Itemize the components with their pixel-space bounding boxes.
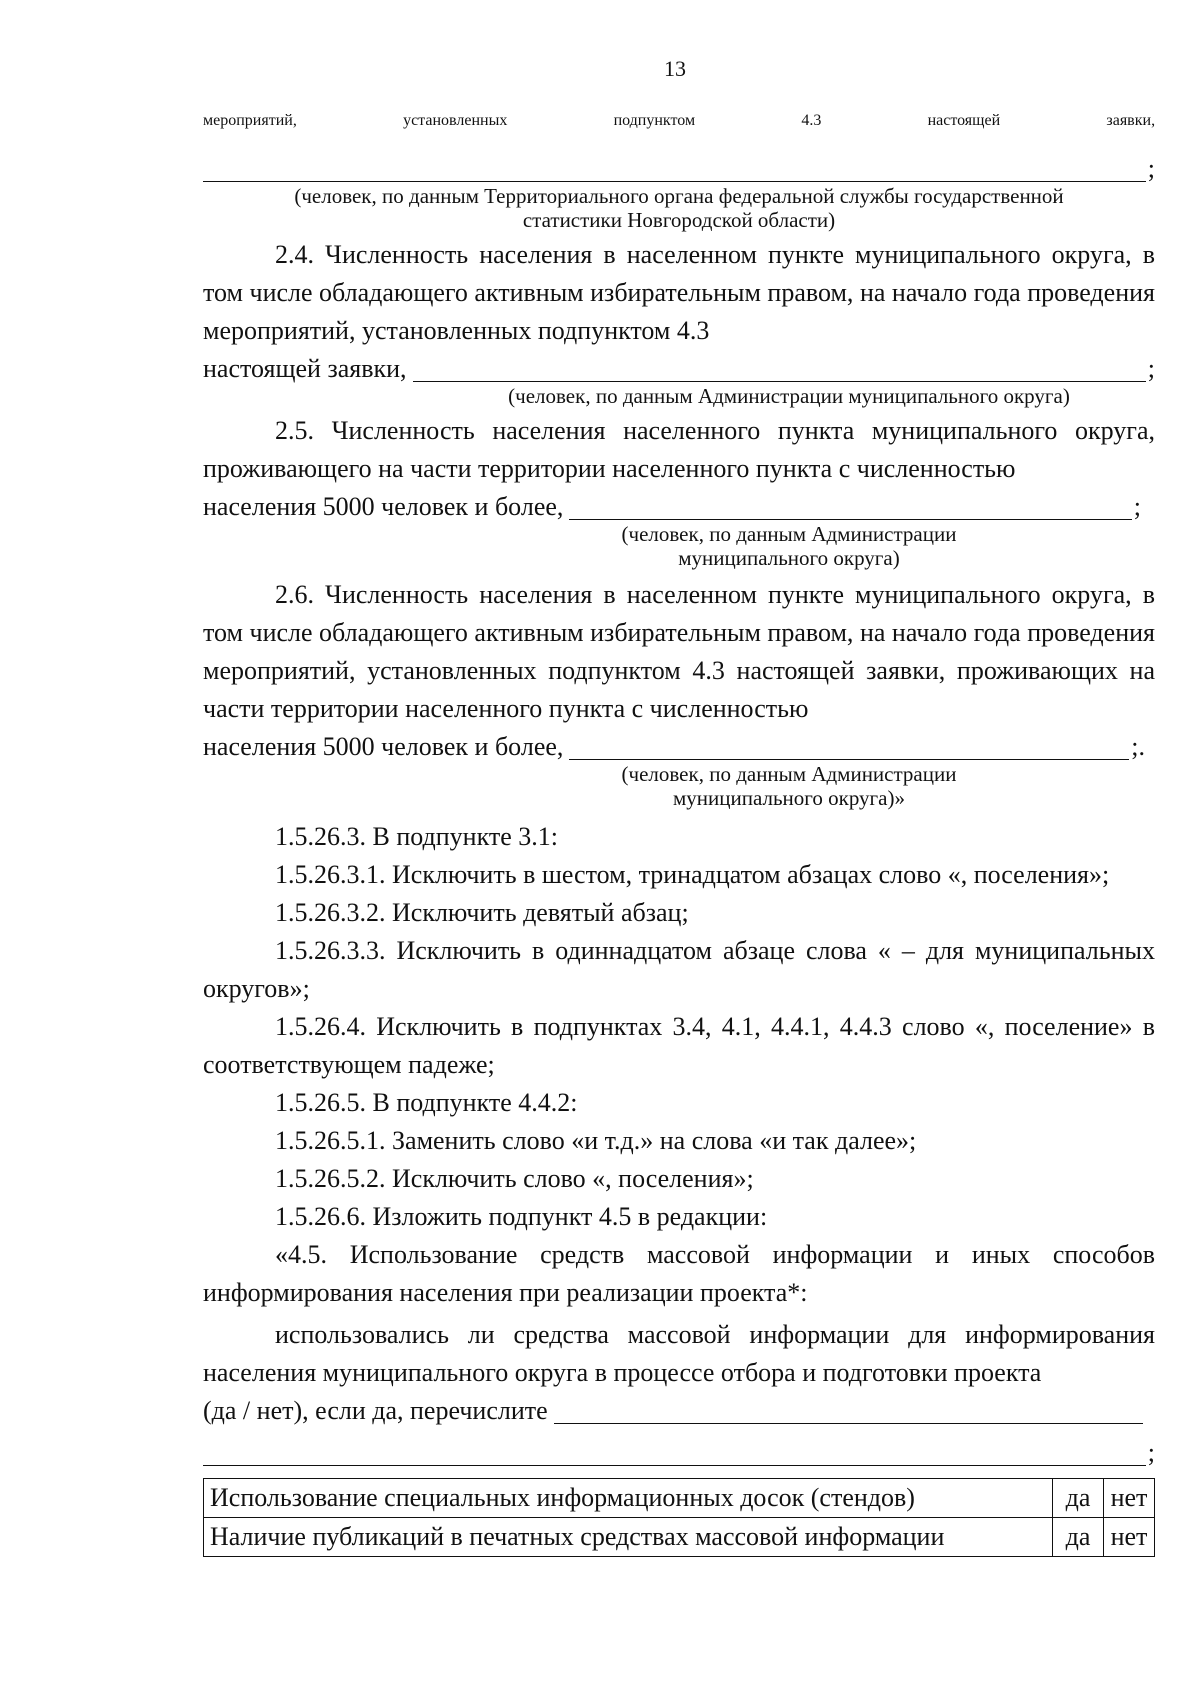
p24-note: (человек, по данным Администрации муниципального округа) (508, 384, 1070, 408)
media-list-blank-2 (203, 1437, 1146, 1466)
intro-word-4: 4.3 (801, 112, 822, 129)
paragraph-2-5: 2.5. Численность населения населенного пункта муниципального округа, проживающего на части территории населенного пункта с численностью (203, 416, 1155, 483)
intro-word-3: подпунктом (613, 112, 696, 129)
intro-word-6: заявки, (1106, 112, 1155, 129)
item-1-5-26-3-2: 1.5.26.3.2. Исключить девятый абзац; (275, 898, 689, 927)
p26-lead: населения 5000 человек и более, (203, 732, 564, 761)
table-cell-yes: да (1053, 1479, 1104, 1518)
p26-blank (569, 731, 1129, 760)
media-list-line-2 (203, 1434, 1155, 1472)
paragraph-2-6: 2.6. Численность населения в населенном пункте муниципального округа, в том числе обладающего активным избирательным правом, на начало года проведения мероприятий, установленных подпунктом 4.3 настоящей заявки, проживающих на части территории населенного пункта с численностью (203, 580, 1155, 723)
media-list-lead: (да / нет), если да, перечислите (203, 1396, 548, 1425)
intro-blank (203, 153, 1146, 182)
table-cell-label: Наличие публикаций в печатных средствах массовой информации (204, 1518, 1053, 1557)
paragraph-2-4: 2.4. Численность населения в населенном пункте муниципального округа, в том числе обладающего активным избирательным правом, на начало года проведения мероприятий, установленных подпунктом 4.3 (203, 240, 1155, 345)
intro-blank-line (203, 150, 1155, 188)
p26-note-line-2: муниципального округа)» (673, 786, 905, 810)
item-1-5-26-6: 1.5.26.6. Изложить подпункт 4.5 в редакции: (275, 1202, 768, 1231)
page-number: 13 (664, 56, 686, 81)
item-4-5: «4.5. Использование средств массовой информации и иных способов информирования населения при реализации проекта*: (203, 1240, 1155, 1307)
item-1-5-26-4: 1.5.26.4. Исключить в подпунктах 3.4, 4.1, 4.4.1, 4.4.3 слово «, поселение» в соответствующем падеже; (203, 1012, 1155, 1079)
table-cell-no: нет (1104, 1479, 1155, 1518)
intro-word-2: установленных (403, 112, 508, 129)
intro-note-line-1: (человек, по данным Территориального органа федеральной службы государственной (294, 184, 1064, 208)
table-row (204, 1518, 1155, 1557)
table-row (204, 1479, 1155, 1518)
p25-blank-line (203, 488, 1155, 526)
p26-end: ;. (1131, 732, 1145, 761)
p24-lead: настоящей заявки, (203, 354, 407, 383)
item-1-5-26-3: 1.5.26.3. В подпункте 3.1: (275, 822, 558, 851)
document-body (203, 112, 1155, 1557)
p24-blank-line (203, 350, 1155, 388)
media-list-blank-1 (554, 1395, 1143, 1424)
p25-note-line-2: муниципального округа) (678, 546, 900, 570)
media-list-line-1 (203, 1392, 1155, 1430)
item-1-5-26-3-1: 1.5.26.3.1. Исключить в шестом, тринадцатом абзацах слово «, поселения»; (275, 860, 1110, 889)
item-1-5-26-5-2: 1.5.26.5.2. Исключить слово «, поселения»; (275, 1164, 754, 1193)
p25-lead: населения 5000 человек и более, (203, 492, 564, 521)
p25-blank (569, 491, 1131, 520)
intro-word-5: настоящей (927, 112, 1001, 129)
item-1-5-26-5: 1.5.26.5. В подпункте 4.4.2: (275, 1088, 578, 1117)
p24-end: ; (1147, 354, 1155, 383)
item-1-5-26-5-1: 1.5.26.5.1. Заменить слово «и т.д.» на слова «и так далее»; (275, 1126, 917, 1155)
intro-word-1: мероприятий, (203, 112, 297, 129)
intro-first-line (203, 112, 1155, 150)
table-cell-yes: да (1053, 1518, 1104, 1557)
p25-end: ; (1133, 492, 1141, 521)
table-cell-no: нет (1104, 1518, 1155, 1557)
media-list-end: ; (1147, 1438, 1155, 1467)
item-1-5-26-3-3: 1.5.26.3.3. Исключить в одиннадцатом абзаце слова « – для муниципальных округов»; (203, 936, 1155, 1003)
p26-note-line-1: (человек, по данным Администрации (621, 762, 957, 786)
p25-note-line-1: (человек, по данным Администрации (621, 522, 957, 546)
item-media-question: использовались ли средства массовой информации для информирования населения муниципального округа в процессе отбора и подготовки проекта (203, 1320, 1155, 1387)
p24-blank (413, 353, 1146, 382)
p26-blank-line (203, 728, 1155, 766)
table-cell-label: Использование специальных информационных досок (стендов) (204, 1479, 1053, 1518)
intro-note-line-2: статистики Новгородской области) (522, 208, 836, 232)
media-usage-table (203, 1478, 1155, 1557)
intro-end: ; (1147, 154, 1155, 183)
